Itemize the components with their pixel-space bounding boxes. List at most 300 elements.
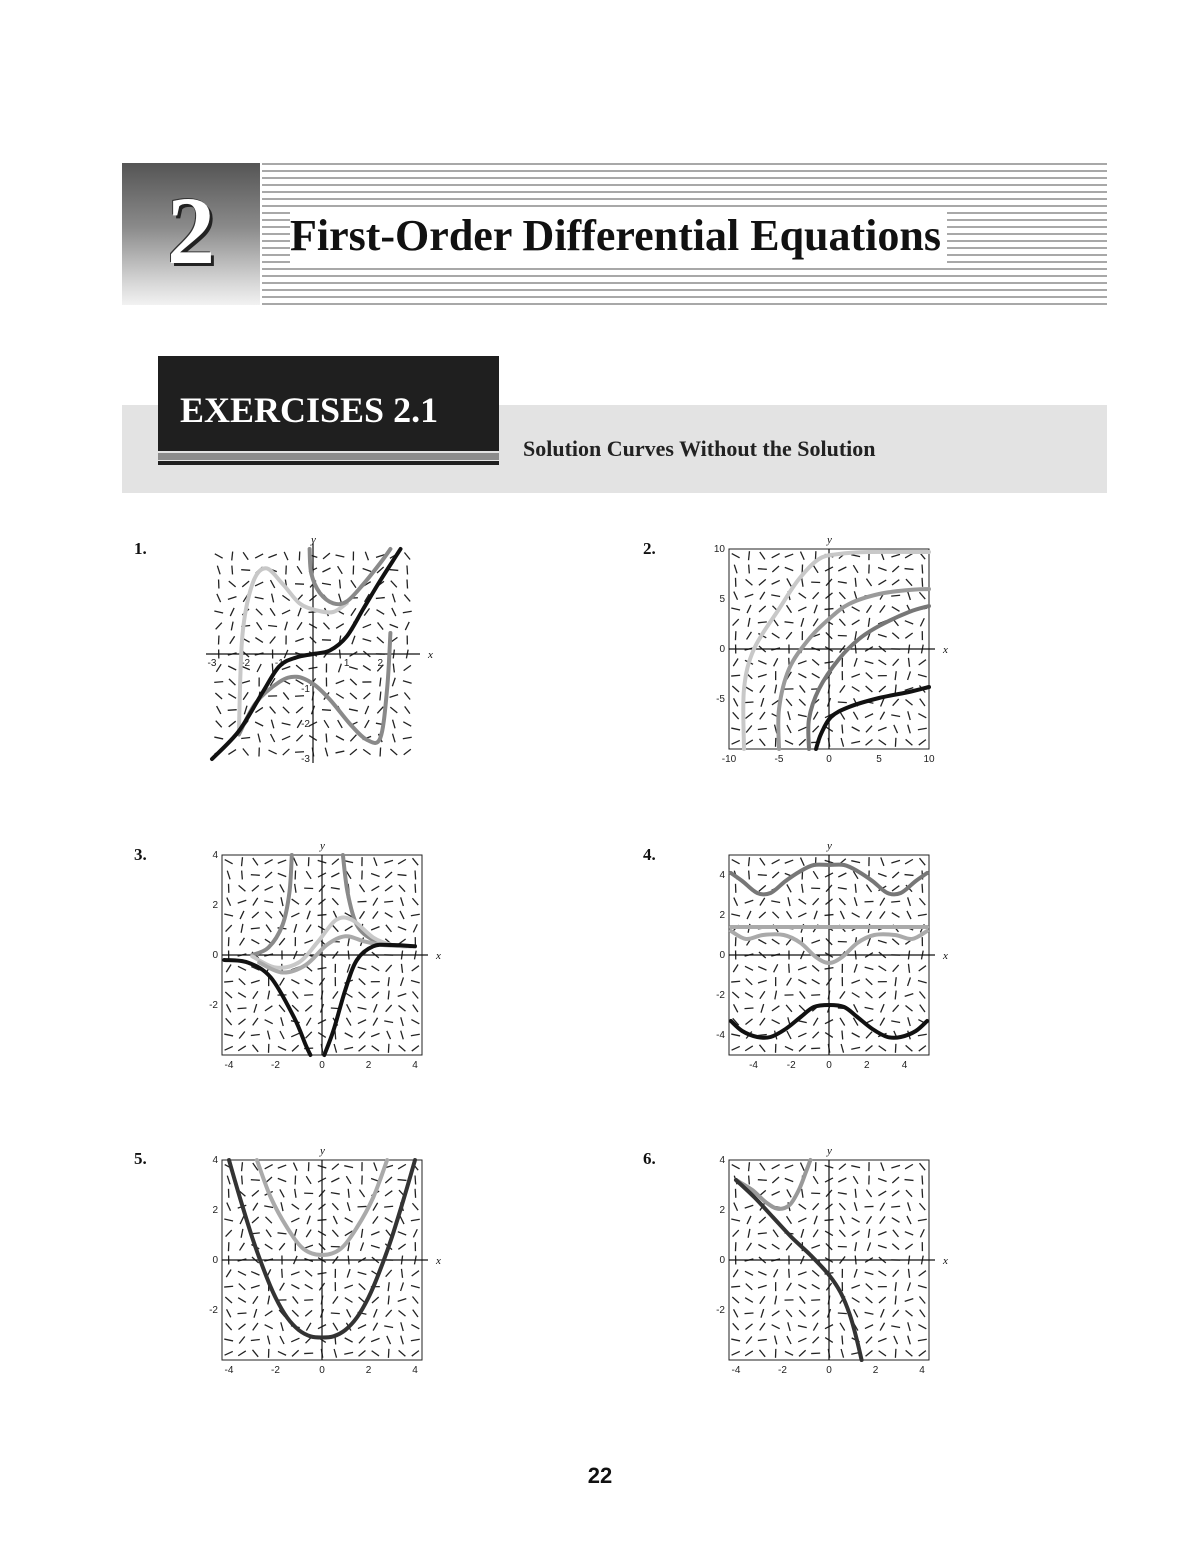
slope-arrow [331, 873, 339, 877]
slope-arrow [732, 554, 740, 558]
slope-arrow [401, 1322, 403, 1331]
slope-arrow [238, 1019, 245, 1025]
slope-arrow [345, 1338, 353, 1342]
y-tick-label: 2 [212, 1205, 218, 1216]
slope-arrow [241, 924, 243, 933]
slope-arrow [745, 1046, 753, 1051]
slope-arrow [749, 871, 750, 880]
slope-arrow [229, 721, 236, 727]
slope-arrow [359, 1190, 364, 1197]
slope-arrow [365, 552, 368, 560]
slope-arrow [758, 1340, 767, 1341]
slope-arrow [851, 555, 860, 557]
exercise-number: 2. [643, 539, 656, 558]
slope-arrow [905, 1006, 912, 1012]
slope-arrow [400, 911, 404, 919]
slope-arrow [919, 1297, 925, 1304]
slope-arrow [251, 1340, 260, 1341]
slope-arrow [322, 583, 331, 584]
chapter-title: First-Order Differential Equations [290, 208, 947, 264]
slope-arrow [745, 1205, 754, 1208]
slope-arrow [227, 1203, 231, 1211]
slope-arrow [772, 860, 780, 864]
slope-arrow [346, 1018, 351, 1026]
slope-arrow [772, 912, 778, 918]
slope-arrow [908, 711, 910, 720]
slope-arrow [760, 991, 765, 998]
slope-arrow [865, 967, 874, 969]
slope-arrow [905, 875, 914, 876]
slope-arrow [799, 593, 806, 598]
y-tick-label: 0 [212, 950, 218, 961]
slope-arrow [894, 1336, 898, 1344]
slope-arrow [866, 673, 873, 679]
slope-arrow [908, 671, 911, 680]
slope-arrow [216, 721, 222, 728]
slope-arrow [398, 875, 407, 876]
slope-arrow [895, 671, 896, 680]
slope-arrow [334, 1044, 336, 1053]
slope-arrow [853, 1176, 858, 1184]
slope-arrow [908, 1282, 911, 1291]
slope-arrow [373, 1203, 378, 1211]
slope-arrow [760, 858, 765, 865]
slope-arrow [772, 1177, 779, 1183]
slope-arrow [264, 901, 273, 903]
slope-arrow [251, 1180, 260, 1181]
slope-arrow [908, 1322, 910, 1331]
slope-arrow [907, 1216, 911, 1224]
slope-arrow [812, 1270, 819, 1276]
slope-arrow [918, 1285, 927, 1287]
slope-arrow [798, 1285, 806, 1289]
slope-arrow [336, 751, 345, 753]
slope-arrow [851, 1047, 860, 1049]
slope-arrow [772, 1191, 780, 1195]
slope-arrow [878, 940, 887, 943]
slope-arrow [854, 1202, 857, 1211]
slope-arrow [866, 885, 871, 892]
slope-arrow [386, 1270, 392, 1277]
slope-arrow [799, 1045, 806, 1051]
slope-arrow [400, 1216, 404, 1224]
x-tick-label: 0 [319, 1060, 325, 1071]
slope-arrow [293, 858, 297, 866]
slope-arrow [403, 611, 412, 612]
slope-arrow [878, 580, 886, 585]
slope-arrow [306, 1230, 311, 1238]
slope-arrow [388, 1044, 389, 1053]
x-axis-label: x [943, 644, 948, 656]
x-tick-label: -2 [786, 1060, 796, 1071]
slope-arrow [238, 993, 246, 998]
slope-arrow [799, 1005, 805, 1011]
slope-arrow [227, 1309, 231, 1317]
slope-field-plot-5 [209, 1145, 441, 1376]
slope-arrow [772, 939, 780, 944]
slope-arrow [344, 1047, 353, 1049]
slope-arrow [879, 740, 886, 745]
slope-arrow [268, 1031, 270, 1040]
slope-arrow [799, 699, 805, 705]
slope-arrow [253, 1296, 258, 1303]
slope-arrow [278, 1046, 286, 1050]
slope-arrow [799, 1350, 806, 1356]
slope-arrow [920, 618, 924, 626]
x-axis-label: x [436, 1255, 441, 1267]
y-axis-label: y [827, 840, 832, 852]
slope-arrow [787, 884, 791, 892]
slope-arrow [230, 608, 234, 616]
slope-arrow [295, 884, 296, 893]
slope-arrow [224, 981, 233, 982]
slope-arrow [746, 1336, 752, 1343]
slope-arrow [892, 1191, 899, 1196]
exercise-number: 4. [643, 845, 656, 864]
slope-arrow [243, 552, 248, 559]
y-tick-label: 2 [212, 900, 218, 911]
slope-arrow [799, 1204, 806, 1209]
slope-arrow [891, 1206, 900, 1207]
slope-arrow [224, 1339, 233, 1341]
slope-arrow [787, 1336, 791, 1344]
slope-arrow [855, 1189, 856, 1198]
slope-arrow [298, 608, 301, 616]
slope-arrow [252, 1217, 259, 1223]
slope-arrow [838, 888, 847, 889]
slope-arrow [879, 966, 887, 971]
slope-arrow [733, 619, 739, 626]
x-tick-label: -4 [224, 1060, 234, 1071]
slope-arrow [758, 1233, 767, 1234]
slope-arrow [866, 1045, 873, 1051]
slope-arrow [866, 1190, 871, 1197]
slope-arrow [813, 1032, 819, 1038]
slope-arrow [812, 659, 819, 665]
slope-arrow [306, 898, 312, 905]
y-tick-label: -1 [301, 684, 310, 695]
slope-arrow [228, 597, 237, 600]
slope-arrow [385, 1177, 392, 1183]
slope-arrow [840, 1216, 844, 1224]
slope-arrow [891, 1021, 900, 1023]
y-axis-label: y [311, 534, 316, 546]
slope-arrow [392, 608, 396, 616]
x-tick-label: -10 [721, 754, 737, 765]
slope-arrow [388, 1349, 389, 1358]
slope-arrow [226, 1230, 232, 1237]
y-tick-label: 4 [212, 1155, 218, 1166]
slope-arrow [295, 1189, 296, 1198]
slope-arrow [398, 1232, 406, 1235]
x-axis-label: x [436, 950, 441, 962]
slope-arrow [280, 884, 284, 892]
slope-arrow [386, 1005, 392, 1012]
slope-arrow [880, 1203, 885, 1211]
slope-arrow [881, 857, 884, 865]
slope-arrow [892, 607, 900, 612]
slope-arrow [786, 1310, 792, 1317]
slope-arrow [919, 1163, 925, 1170]
slope-arrow [838, 567, 846, 571]
slope-arrow [866, 1350, 873, 1356]
slope-arrow [758, 569, 767, 570]
slope-arrow [322, 568, 330, 572]
slope-arrow [798, 727, 806, 731]
slope-arrow [387, 1031, 391, 1039]
slope-arrow [278, 1165, 286, 1168]
slope-arrow [745, 1351, 753, 1356]
slope-arrow [891, 595, 900, 596]
slope-arrow [411, 1020, 419, 1024]
slope-arrow [372, 1351, 379, 1356]
slope-arrow [772, 872, 779, 878]
y-tick-label: 0 [719, 644, 725, 655]
slope-arrow [854, 1004, 858, 1012]
slope-arrow [242, 1176, 243, 1185]
slope-arrow [214, 737, 223, 739]
x-tick-label: -2 [778, 1365, 787, 1376]
slope-arrow [407, 580, 408, 589]
slope-arrow [306, 1176, 311, 1184]
slope-arrow [891, 1165, 900, 1168]
slope-arrow [392, 594, 395, 603]
slope-arrow [225, 860, 233, 864]
slope-arrow [905, 994, 914, 997]
slope-arrow [840, 712, 845, 720]
slope-arrow [411, 1339, 420, 1341]
slope-arrow [305, 979, 313, 984]
slope-arrow [920, 1005, 925, 1012]
slope-arrow [347, 1202, 350, 1211]
slope-arrow [879, 1351, 886, 1356]
slope-arrow [282, 595, 289, 600]
slope-arrow [745, 1324, 752, 1330]
slope-arrow [920, 1310, 925, 1317]
slope-arrow [238, 1298, 246, 1303]
slope-arrow [734, 1203, 738, 1211]
slope-arrow [731, 675, 740, 676]
y-axis-label: y [827, 534, 832, 546]
x-tick-label: 2 [872, 1365, 879, 1376]
slope-arrow [253, 1018, 258, 1025]
slope-arrow [908, 1336, 911, 1345]
slope-arrow [372, 992, 379, 998]
slope-arrow [252, 1190, 259, 1196]
slope-arrow [255, 707, 262, 712]
slope-arrow [296, 707, 303, 713]
slope-arrow [747, 632, 752, 640]
slope-arrow [905, 1180, 914, 1181]
slope-arrow [800, 858, 804, 866]
slope-arrow [373, 1323, 377, 1331]
slope-arrow [733, 1230, 739, 1237]
slope-arrow [839, 1164, 846, 1170]
slope-arrow [363, 639, 372, 642]
slope-arrow [854, 1309, 858, 1317]
slope-arrow [359, 1045, 366, 1051]
slope-arrow [865, 1007, 874, 1009]
slope-arrow [734, 1004, 738, 1012]
slope-arrow [878, 727, 886, 730]
slope-arrow [412, 1046, 419, 1051]
slope-arrow [812, 1310, 819, 1316]
slope-arrow [372, 966, 380, 971]
slope-arrow [811, 1245, 819, 1248]
exercise-number: 3. [134, 845, 147, 864]
slope-arrow [758, 1180, 767, 1181]
slope-arrow [813, 592, 819, 599]
slope-arrow [772, 580, 780, 584]
slope-arrow [228, 694, 236, 699]
slope-arrow [922, 565, 923, 574]
slope-arrow [878, 1191, 886, 1196]
slope-arrow [748, 618, 750, 627]
slope-arrow [759, 739, 765, 746]
slope-arrow [226, 925, 232, 932]
slope-arrow [838, 702, 847, 703]
slope-arrow [892, 566, 899, 572]
slope-arrow [731, 1034, 740, 1036]
slope-arrow [746, 725, 752, 732]
slope-arrow [265, 1006, 272, 1011]
slope-arrow [231, 622, 233, 631]
slope-arrow [895, 977, 896, 986]
slope-arrow [920, 1229, 924, 1237]
slope-arrow [758, 1272, 766, 1276]
slope-arrow [403, 681, 412, 683]
slope-arrow [390, 695, 399, 698]
y-tick-label: 2 [719, 910, 725, 921]
slope-arrow [880, 1216, 885, 1223]
slope-arrow [745, 1313, 754, 1314]
slope-arrow [240, 938, 245, 946]
slope-arrow [292, 899, 299, 904]
slope-arrow [852, 1033, 860, 1037]
slope-arrow [280, 1283, 285, 1291]
slope-arrow [374, 1162, 377, 1170]
slope-arrow [254, 1309, 257, 1318]
slope-arrow [398, 927, 406, 930]
slope-arrow [306, 1203, 312, 1210]
slope-arrow [295, 638, 303, 641]
slope-arrow [333, 1296, 338, 1303]
slope-arrow [351, 608, 356, 615]
slope-arrow [390, 707, 397, 713]
slope-arrow [399, 1045, 406, 1051]
slope-arrow [798, 674, 806, 678]
slope-arrow [787, 578, 791, 586]
slope-arrow [785, 622, 794, 623]
slope-arrow [239, 1031, 245, 1038]
slope-arrow [905, 1232, 913, 1235]
x-tick-label: -3 [207, 658, 217, 669]
slope-arrow [919, 966, 926, 971]
slope-arrow [839, 1203, 845, 1210]
slope-arrow [217, 594, 221, 602]
slope-arrow [268, 554, 276, 557]
slope-arrow [305, 1284, 313, 1289]
slope-arrow [265, 1311, 272, 1316]
slope-arrow [350, 735, 356, 742]
slope-arrow [905, 633, 912, 638]
slope-arrow [334, 1349, 336, 1358]
slope-arrow [878, 1245, 887, 1248]
slope-arrow [350, 749, 357, 755]
slope-arrow [745, 713, 752, 719]
slope-arrow [404, 665, 411, 670]
slope-arrow [788, 711, 790, 720]
slope-arrow [787, 1189, 791, 1197]
slope-arrow [284, 552, 288, 560]
slope-arrow [814, 605, 817, 613]
slope-arrow [775, 1296, 777, 1305]
slope-arrow [745, 702, 754, 703]
slope-arrow [338, 720, 343, 728]
exercise-number: 5. [134, 1149, 147, 1168]
slope-arrow [251, 928, 260, 929]
slope-arrow [323, 553, 330, 559]
x-tick-label: 2 [365, 1060, 372, 1071]
slope-arrow [867, 911, 872, 918]
slope-arrow [252, 1350, 258, 1357]
slope-arrow [297, 566, 302, 574]
slope-arrow [891, 715, 900, 717]
slope-arrow [333, 1323, 338, 1331]
slope-arrow [399, 1350, 406, 1356]
slope-arrow [813, 1337, 819, 1343]
slope-arrow [854, 658, 857, 667]
slope-arrow [411, 914, 420, 915]
slope-arrow [878, 1178, 886, 1181]
slope-arrow [878, 1232, 886, 1235]
slope-arrow [908, 1269, 909, 1278]
slope-arrow [785, 567, 793, 570]
slope-arrow [292, 1350, 299, 1356]
x-axis-label: x [943, 950, 948, 962]
slope-arrow [242, 871, 243, 880]
slope-arrow [371, 1338, 379, 1341]
y-tick-label: -2 [716, 1305, 725, 1316]
slope-arrow [339, 594, 342, 603]
slope-arrow [347, 1269, 350, 1278]
slope-arrow [745, 594, 754, 597]
slope-arrow [332, 1203, 338, 1210]
slope-arrow [372, 1046, 379, 1051]
slope-arrow [371, 1232, 379, 1235]
slope-arrow [852, 620, 860, 625]
slope-arrow [854, 964, 857, 973]
slope-arrow [253, 1203, 258, 1211]
slope-arrow [867, 1216, 872, 1223]
slope-arrow [228, 710, 237, 711]
slope-arrow [360, 1242, 363, 1250]
slope-arrow [373, 1018, 377, 1026]
slope-arrow [232, 552, 233, 561]
slope-arrow [895, 1349, 896, 1358]
slope-arrow [772, 566, 779, 572]
slope-arrow [747, 1216, 751, 1224]
slope-arrow [813, 1018, 818, 1026]
slope-arrow [405, 706, 410, 713]
slope-arrow [242, 581, 249, 587]
slope-arrow [775, 991, 777, 1000]
slope-arrow [918, 1325, 926, 1329]
slope-arrow [800, 1163, 804, 1171]
slope-arrow [399, 885, 405, 892]
slope-arrow [224, 1219, 233, 1221]
slope-arrow [812, 965, 819, 971]
